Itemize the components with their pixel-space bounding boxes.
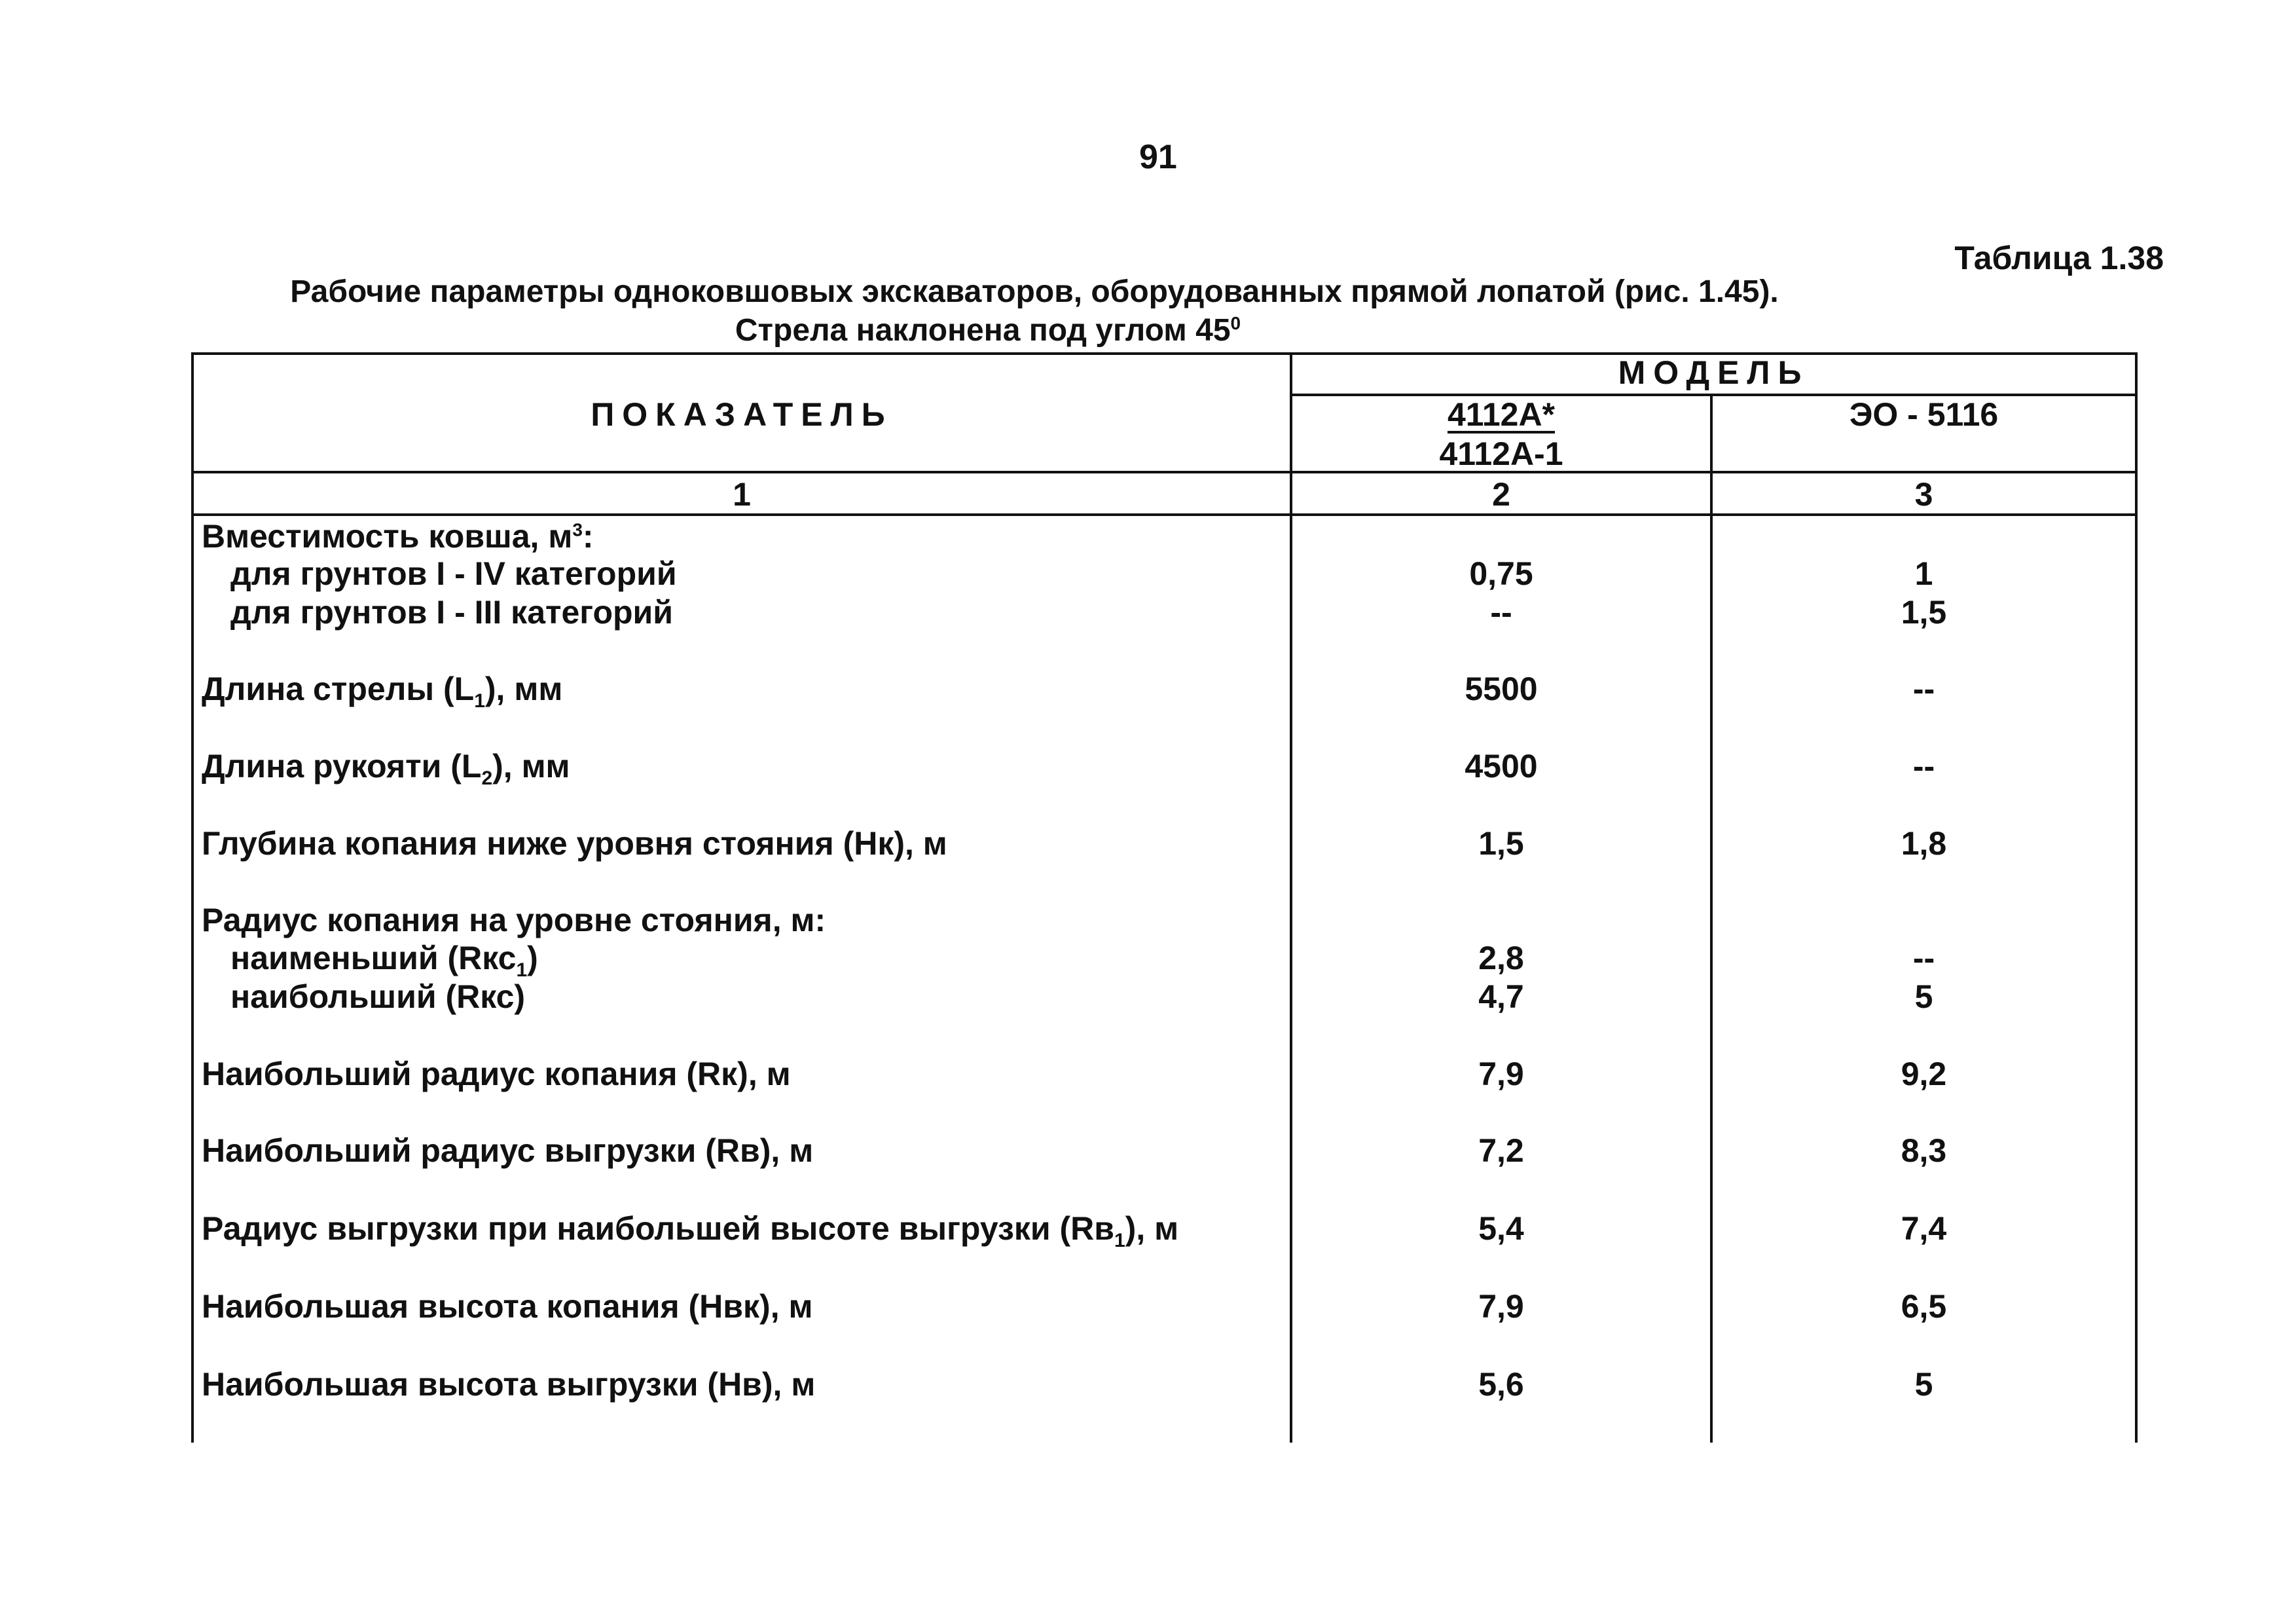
row-value-col3: 5 <box>1914 978 1933 1015</box>
label-tail: ) <box>527 940 538 976</box>
label-subscript: 1 <box>474 690 485 712</box>
label-subscript: 1 <box>1114 1230 1125 1251</box>
label-tail: ), мм <box>492 748 570 784</box>
row-value-col3: 7,4 <box>1901 1210 1947 1247</box>
page-number: 91 <box>1139 138 1177 176</box>
row-value-col2: 2,8 <box>1478 940 1524 976</box>
column-number-2: 2 <box>1492 476 1510 513</box>
label-tail: : <box>582 518 594 555</box>
row-label-max-dump-radius: Наибольший радиус выгрузки (Rв), м <box>202 1132 814 1169</box>
row-value-col3: 5 <box>1914 1366 1933 1403</box>
title-line2-text: Стрела наклонена под углом 45 <box>735 313 1231 348</box>
row-label-dump-radius-at-max-height <box>202 1209 1178 1252</box>
row-value-col3: -- <box>1912 671 1935 707</box>
header-col3: ЭО - 5116 <box>1849 396 1999 433</box>
row-value-col2: 7,9 <box>1478 1288 1524 1325</box>
header-model: МОДЕЛЬ <box>1618 354 1810 391</box>
table-left-border <box>191 352 194 1443</box>
header-col2-line1: 4112А* <box>1447 396 1556 433</box>
row-value-col2: 4500 <box>1465 748 1538 784</box>
label-text: Радиус выгрузки при наибольшей высоте выгрузки (Rв <box>202 1210 1114 1247</box>
row-value-col2: 5,4 <box>1478 1210 1524 1247</box>
label-subscript: 2 <box>481 767 493 789</box>
row-value-col2: 5,6 <box>1478 1366 1524 1403</box>
label-tail: ), мм <box>484 671 563 707</box>
row-label-digging-depth: Глубина копания ниже уровня стояния (Нк), м <box>202 825 947 862</box>
label-text: Длина рукояти (L <box>202 748 482 784</box>
label-tail: ), м <box>1125 1210 1179 1247</box>
row-value-col3: 6,5 <box>1901 1288 1947 1325</box>
row-label-max-dump-height: Наибольшая высота выгрузки (Нв), м <box>202 1366 816 1403</box>
label-text: наименьший (Rкс <box>230 940 517 976</box>
label-text: Длина стрелы (L <box>202 671 475 707</box>
table-label: Таблица 1.38 <box>1954 240 2164 276</box>
row-value-col3: 1,5 <box>1901 594 1947 631</box>
row-value-col3: 1,8 <box>1901 825 1947 862</box>
row-value-col2: 0,75 <box>1469 555 1533 592</box>
row-label-digging-radius-level: Радиус копания на уровне стояния, м: <box>202 902 826 938</box>
row-label-boom-length <box>202 670 562 712</box>
label-superscript: 3 <box>572 519 583 540</box>
row-label-max-digging-height: Наибольшая высота копания (Нвк), м <box>202 1288 813 1325</box>
degree-superscript: 0 <box>1230 313 1241 333</box>
row-value-col2: -- <box>1490 594 1512 631</box>
numbering-bottom-border <box>191 513 2138 516</box>
row-value-col3: 1 <box>1914 555 1933 592</box>
row-label-stick-length <box>202 747 570 790</box>
row-value-col3: -- <box>1912 748 1935 784</box>
row-value-col2: 1,5 <box>1478 825 1524 862</box>
column-number-3: 3 <box>1914 476 1933 513</box>
table-title-line1: Рабочие параметры одноковшовых экскаваторов, оборудованных прямой лопатой (рис. 1.45). <box>290 274 1779 309</box>
row-value-col3: 8,3 <box>1901 1132 1947 1169</box>
row-label-min-radius <box>202 939 538 982</box>
row-value-col2: 5500 <box>1465 671 1538 707</box>
row-label-soil-1-3: для грунтов I - III категорий <box>230 594 674 631</box>
header-bottom-border <box>191 471 2138 473</box>
label-text: Вместимость ковша, м <box>202 518 573 555</box>
table-right-border <box>2135 352 2138 1443</box>
header-indicator: ПОКАЗАТЕЛЬ <box>591 396 893 433</box>
row-value-col3: 9,2 <box>1901 1056 1947 1092</box>
header-col2-line2: 4112А-1 <box>1439 435 1563 472</box>
table-title-line2 <box>0 312 1976 348</box>
row-label-soil-1-4: для грунтов I - IV категорий <box>230 555 677 592</box>
row-value-col2: 7,2 <box>1478 1132 1524 1169</box>
row-label-max-radius: наибольший (Rкс) <box>230 978 526 1015</box>
row-label-bucket-capacity <box>202 517 594 555</box>
row-value-col2: 7,9 <box>1478 1056 1524 1092</box>
col2-col3-divider <box>1710 394 1713 1443</box>
row-label-max-digging-radius: Наибольший радиус копания (Rк), м <box>202 1056 791 1092</box>
row-value-col3: -- <box>1912 940 1935 976</box>
row-value-col2: 4,7 <box>1478 978 1524 1015</box>
label-subscript: 1 <box>516 959 528 981</box>
col1-col2-divider <box>1290 352 1292 1443</box>
column-number-1: 1 <box>733 476 751 513</box>
